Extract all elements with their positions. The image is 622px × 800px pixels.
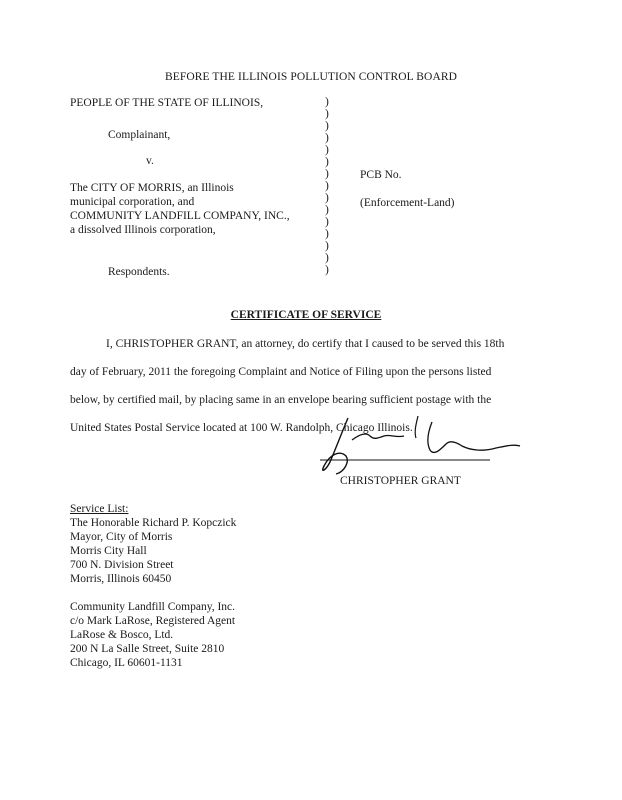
recipient-block — [70, 516, 236, 586]
complainant-label: Complainant, — [108, 129, 171, 141]
paren: ) — [325, 180, 329, 192]
recipient-block — [70, 600, 235, 670]
recipient-line: LaRose & Bosco, Ltd. — [70, 629, 174, 641]
recipient-line: Morris City Hall — [70, 545, 147, 557]
versus-label: v. — [146, 155, 154, 167]
recipient-line: Morris, Illinois 60450 — [70, 573, 172, 585]
recipient-line: Chicago, IL 60601-1131 — [70, 657, 183, 669]
paren: ) — [325, 144, 329, 156]
defendant-line: COMMUNITY LANDFILL COMPANY, INC., — [70, 210, 290, 222]
paren: ) — [325, 168, 329, 180]
board-header: BEFORE THE ILLINOIS POLLUTION CONTROL BOARD — [164, 71, 458, 83]
paren: ) — [325, 228, 329, 240]
paren: ) — [325, 156, 329, 168]
paren: ) — [325, 132, 329, 144]
recipient-line: Community Landfill Company, Inc. — [70, 601, 236, 613]
paren: ) — [325, 204, 329, 216]
plaintiff-name: PEOPLE OF THE STATE OF ILLINOIS, — [70, 97, 264, 109]
case-type: (Enforcement-Land) — [360, 197, 455, 209]
paren: ) — [325, 264, 329, 276]
paren: ) — [325, 120, 329, 132]
defendant-line: a dissolved Illinois corporation, — [70, 224, 216, 236]
pcb-number-label: PCB No. — [360, 169, 402, 181]
recipient-line: Mayor, City of Morris — [70, 531, 173, 543]
respondents-label: Respondents. — [108, 266, 170, 278]
recipient-line: 200 N La Salle Street, Suite 2810 — [70, 643, 225, 655]
certificate-line: I, CHRISTOPHER GRANT, an attorney, do certify that I caused to be served this 18th — [106, 338, 505, 350]
paren: ) — [325, 192, 329, 204]
paren: ) — [325, 252, 329, 264]
certificate-line: United States Postal Service located at 100 W. Randolph, Chicago Illinois. — [70, 422, 413, 434]
certificate-title: CERTIFICATE OF SERVICE — [230, 309, 382, 321]
certificate-line: day of February, 2011 the foregoing Complaint and Notice of Filing upon the persons listed — [70, 366, 492, 378]
defendant-line: municipal corporation, and — [70, 196, 195, 208]
defendant-line: The CITY OF MORRIS, an Illinois — [70, 182, 234, 194]
service-list-heading: Service List: — [70, 503, 129, 515]
signer-name: CHRISTOPHER GRANT — [340, 475, 461, 487]
recipient-line: 700 N. Division Street — [70, 559, 174, 571]
paren: ) — [325, 108, 329, 120]
paren: ) — [325, 96, 329, 108]
certificate-line: below, by certified mail, by placing same in an envelope bearing sufficient postage with the — [70, 394, 492, 406]
recipient-line: The Honorable Richard P. Kopczick — [70, 517, 237, 529]
paren: ) — [325, 216, 329, 228]
caption-paren-column — [325, 96, 329, 276]
recipient-line: c/o Mark LaRose, Registered Agent — [70, 615, 236, 627]
paren: ) — [325, 240, 329, 252]
